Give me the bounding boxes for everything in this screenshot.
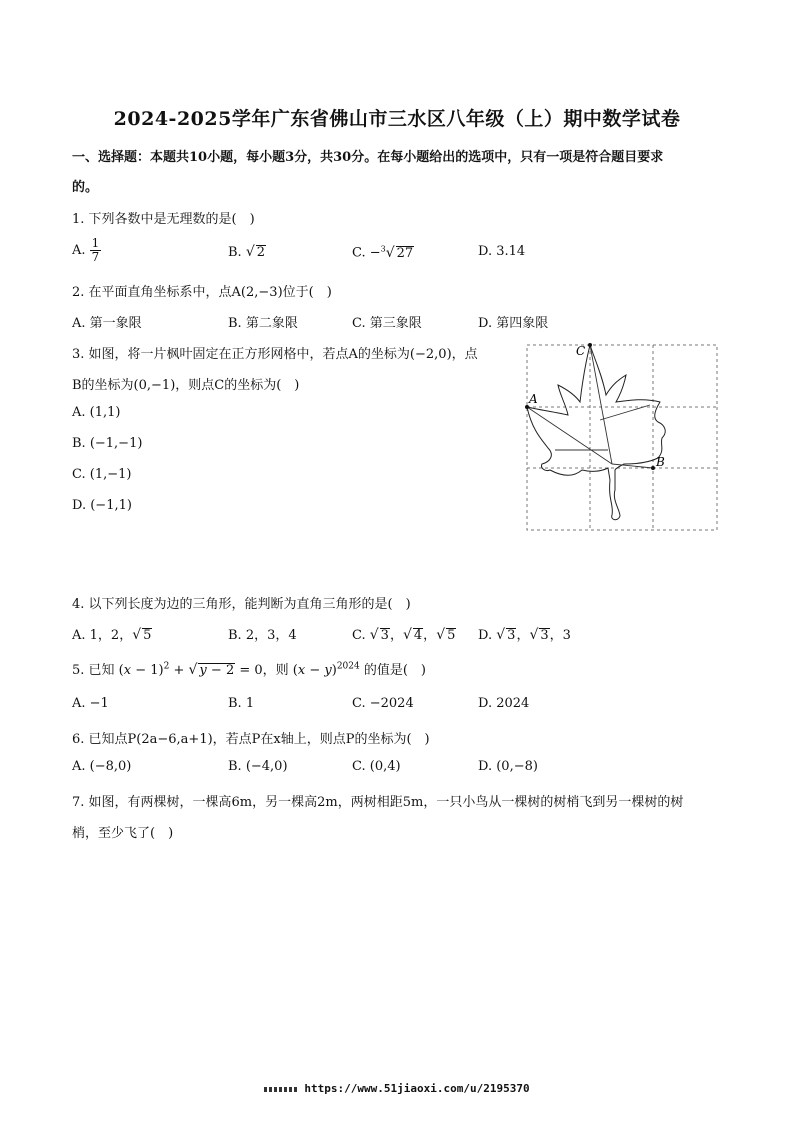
q2-option-a: A. 第一象限 [72, 316, 142, 331]
q6-option-c: C. (0,4) [352, 759, 401, 774]
q3-option-d: D. (−1,1) [72, 498, 132, 513]
q4-option-a: A. 1，2，√ 5 [72, 627, 152, 643]
question-6-stem: 6. 已知点P(2a−6,a+1)，若点P在x轴上，则点P的坐标为( ) [72, 732, 430, 747]
q4-option-b: B. 2，3，4 [228, 628, 297, 643]
question-7-stem: 7. 如图，有两棵树，一棵高6m，另一棵高2m，两树相距5m，一只小鸟从一棵树的树梢飞到另一棵树的树 [72, 795, 684, 810]
q1-option-a: A. $\frac{1}{7}$ [72, 236, 100, 264]
q6-option-d: D. (0,−8) [478, 759, 538, 774]
section-header-cont: 的。 [72, 180, 99, 195]
question-3-stem-cont: B的坐标为(0,−1)，则点C的坐标为( ) [72, 378, 300, 393]
leaf-outline [527, 345, 665, 520]
question-3-stem: 3. 如图，将一片枫叶固定在正方形网格中，若点A的坐标为(−2,0)，点 [72, 347, 478, 362]
grid-lines [527, 345, 717, 530]
q1-option-d: D. 3.14 [478, 244, 526, 259]
q6-option-a: A. (−8,0) [72, 759, 132, 774]
point-b [651, 466, 655, 470]
stamp-icon [264, 1087, 298, 1092]
label-b: B [656, 455, 665, 469]
q5-option-c: C. −2024 [352, 696, 414, 711]
maple-leaf-figure [520, 340, 722, 536]
section-header: 一、选择题：本题共10小题，每小题3分，共30分。在每小题给出的选项中，只有一项是符合题目要求 [72, 150, 664, 165]
q1-option-c: C. −$^3$√ 27 [352, 244, 414, 261]
label-a: A [529, 392, 538, 406]
question-7-stem-cont: 梢，至少飞了( ) [72, 826, 174, 841]
label-c: C [576, 344, 586, 358]
q6-option-b: B. (−4,0) [228, 759, 288, 774]
question-2-stem: 2. 在平面直角坐标系中，点A(2,−3)位于( ) [72, 285, 332, 300]
q3-option-b: B. (−1,−1) [72, 436, 143, 451]
question-1-stem: 1. 下列各数中是无理数的是( ) [72, 212, 255, 227]
q3-option-a: A. (1,1) [72, 405, 121, 420]
q2-option-b: B. 第二象限 [228, 316, 298, 331]
q2-option-d: D. 第四象限 [478, 316, 549, 331]
q1-option-b: B. √ 2 [228, 244, 266, 260]
question-4-stem: 4. 以下列长度为边的三角形，能判断为直角三角形的是( ) [72, 597, 411, 612]
q5-option-b: B. 1 [228, 696, 255, 711]
exam-title: 2024-2025学年广东省佛山市三水区八年级（上）期中数学试卷 [113, 108, 681, 130]
q3-option-c: C. (1,−1) [72, 467, 132, 482]
q5-option-d: D. 2024 [478, 696, 530, 711]
q5-option-a: A. −1 [72, 696, 109, 711]
question-5-stem: 5. 已知 $(x - 1)^2$ + √ y − 2 = 0，则 $(x - y)^{2024}$ 的值是( ) [72, 661, 426, 678]
q2-option-c: C. 第三象限 [352, 316, 422, 331]
point-c [588, 343, 592, 347]
footer-url[interactable] [0, 1082, 794, 1095]
q4-option-d: D. √ 3，√ 3，3 [478, 627, 571, 643]
q4-option-c: C. √ 3，√ 4，√ 5 [352, 627, 456, 643]
footer-link[interactable]: https://www.51jiaoxi.com/u/2195370 [304, 1082, 530, 1095]
